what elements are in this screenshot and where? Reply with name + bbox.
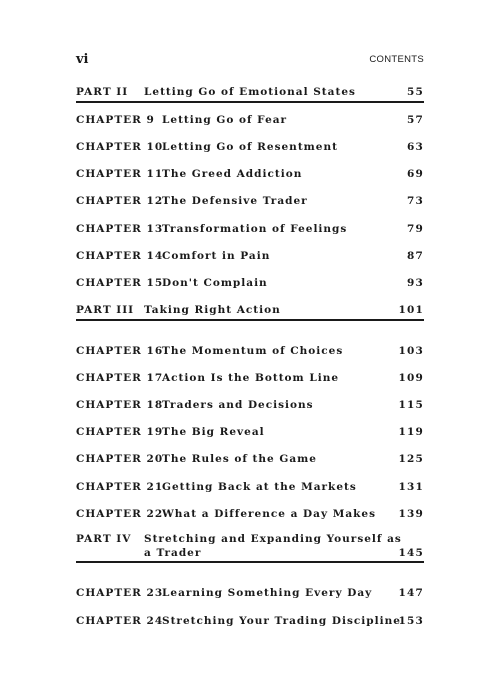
running-head-title: CONTENTS [369,54,424,65]
toc-page-number: 57 [406,114,424,126]
toc-title: Letting Go of Resentment [162,141,338,153]
toc-label: CHAPTER 20 [76,453,164,465]
toc-title: The Defensive Trader [162,195,308,207]
toc-label: CHAPTER 16 [76,345,164,357]
toc-title: The Greed Addiction [162,168,303,180]
toc-page-number: 147 [398,587,424,599]
toc-page-number: 109 [398,372,424,384]
toc-chapter-entry [76,113,424,129]
toc-page-number: 63 [406,141,424,153]
toc-chapter-entry [76,480,424,496]
toc-label: CHAPTER 21 [76,481,164,493]
toc-label: CHAPTER 10 [76,141,164,153]
toc-label: PART III [76,304,135,316]
toc-title: Letting Go of Fear [162,114,288,126]
toc-label: CHAPTER 22 [76,508,164,520]
toc-label: PART IV [76,533,132,545]
toc-page-number: 115 [398,399,424,411]
toc-title: The Rules of the Game [162,453,317,465]
toc-chapter-entry [76,140,424,156]
toc-page-number: 153 [398,615,424,627]
toc-part-entry [76,85,424,103]
toc-label: CHAPTER 12 [76,195,164,207]
toc-label: CHAPTER 11 [76,168,164,180]
toc-label: PART II [76,86,129,98]
toc-title: Stretching Your Trading Discipline [162,615,401,627]
toc-chapter-entry [76,222,424,238]
toc-chapter-entry [76,371,424,387]
toc-title: Learning Something Every Day [162,587,373,599]
toc-title: What a Difference a Day Makes [162,508,376,520]
toc-label: CHAPTER 17 [76,372,164,384]
toc-title-line-1: Stretching and Expanding Yourself as [144,533,402,545]
toc-page-number: 73 [406,195,424,207]
toc-label: CHAPTER 24 [76,615,164,627]
toc-title-line-2: a Trader [144,547,202,559]
toc-title: Comfort in Pain [162,250,271,262]
toc-chapter-entry [76,452,424,468]
toc-page-number: 79 [406,223,424,235]
page-folio: vi [76,52,89,67]
toc-title: Action Is the Bottom Line [162,372,340,384]
toc-title: Letting Go of Emotional States [144,86,356,98]
toc-chapter-entry [76,614,424,630]
toc-title: The Big Reveal [162,426,265,438]
toc-chapter-entry [76,249,424,265]
toc-page-number: 119 [398,426,424,438]
toc-chapter-entry [76,425,424,441]
toc-title: Taking Right Action [144,304,281,316]
toc-page-number: 93 [406,277,424,289]
toc-page-number: 145 [398,547,424,559]
toc-chapter-entry [76,586,424,602]
toc-title: The Momentum of Choices [162,345,344,357]
toc-page-number: 139 [398,508,424,520]
toc-page-number: 103 [398,345,424,357]
toc-chapter-entry [76,344,424,360]
toc-chapter-entry [76,276,424,292]
toc-chapter-entry [76,507,424,523]
toc-page-number: 101 [398,304,424,316]
toc-label: CHAPTER 15 [76,277,164,289]
toc-label: CHAPTER 18 [76,399,164,411]
toc-chapter-entry [76,167,424,183]
toc-page-number: 69 [406,168,424,180]
toc-page-number: 87 [406,250,424,262]
toc-chapter-entry [76,194,424,210]
toc-page-number: 55 [406,86,424,98]
toc-chapter-entry [76,398,424,414]
toc-label: CHAPTER 23 [76,587,164,599]
toc-title: Don't Complain [162,277,268,289]
toc-label: CHAPTER 14 [76,250,164,262]
toc-title: Traders and Decisions [162,399,314,411]
running-head [76,52,424,70]
toc-title: Getting Back at the Markets [162,481,357,493]
toc-page-number: 125 [398,453,424,465]
toc-label: CHAPTER 13 [76,223,164,235]
toc-label: CHAPTER 9 [76,114,155,126]
toc-label: CHAPTER 19 [76,426,164,438]
toc-part-entry [76,532,424,563]
toc-part-entry [76,303,424,321]
toc-page-number: 131 [398,481,424,493]
toc-title: Transformation of Feelings [162,223,348,235]
